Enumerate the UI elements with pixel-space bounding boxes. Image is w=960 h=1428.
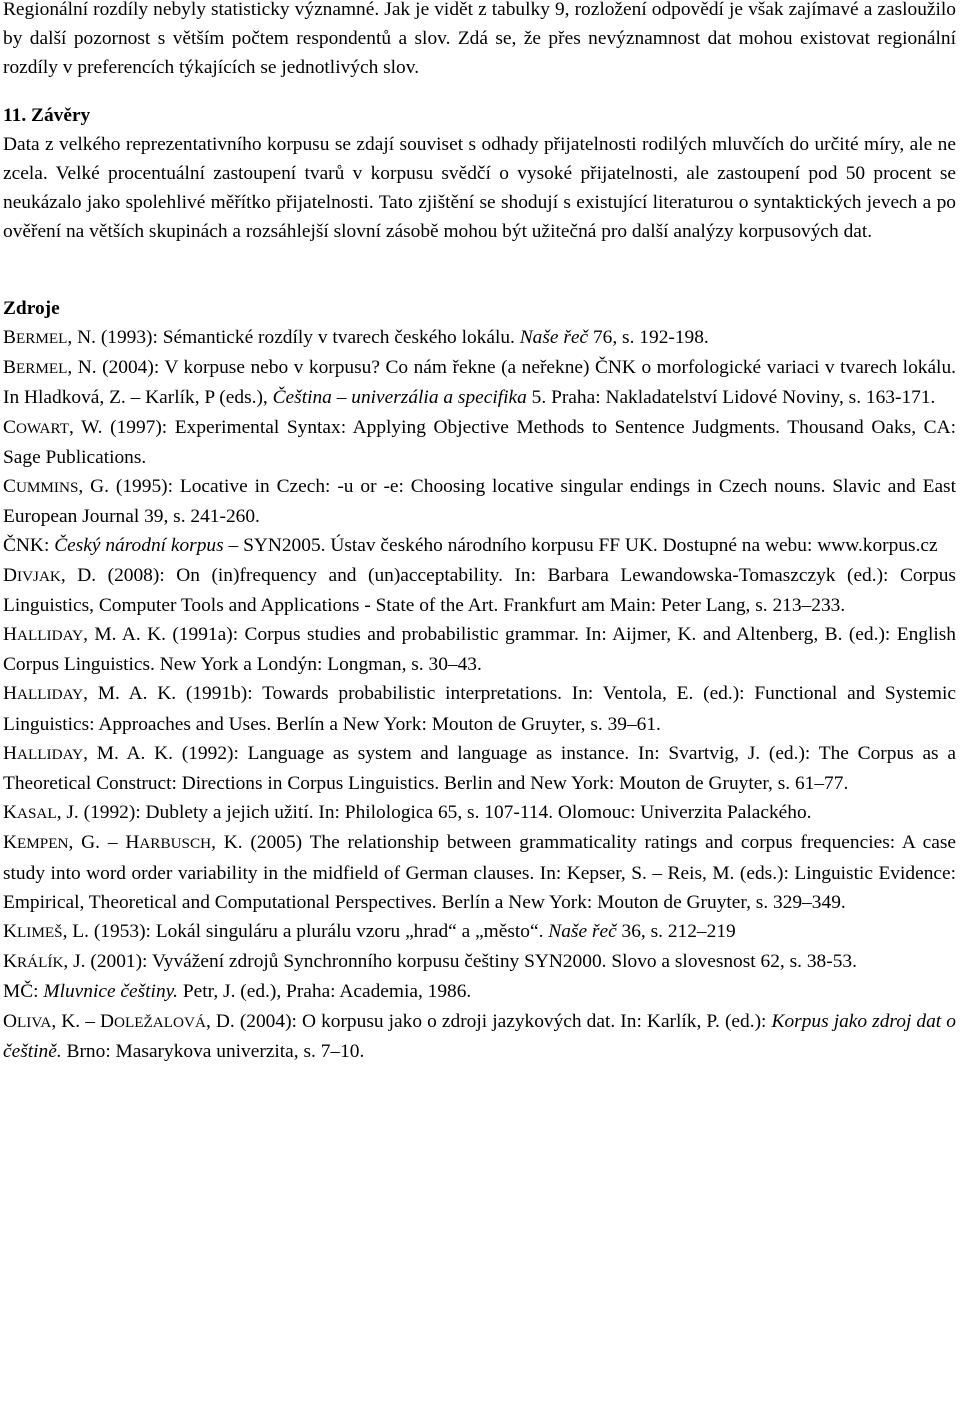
reference-text: (2004): O korpusu jako o zdroji jazykových dat. In: Karlík, P. (ed.):	[239, 1010, 772, 1032]
author-initials: , N.	[67, 357, 103, 379]
author-initials: , L.	[62, 921, 94, 943]
author-rest: ERMEL	[15, 360, 68, 378]
author-initials: , M. A. K.	[83, 683, 186, 705]
author-initials: , D.	[205, 1010, 240, 1032]
reference-item	[3, 531, 956, 560]
section-title: 11. Závěry	[3, 105, 91, 126]
author-rest: LIVA	[17, 1013, 52, 1031]
author-initial: C	[3, 416, 16, 438]
reference-author	[3, 683, 83, 704]
reference-text: (1991a): Corpus studies and probabilistic grammar. In: Aijmer, K. and Altenberg, B. (ed.): English Corpus Linguistics. New York a Londýn: Longman, s. 30–43.	[3, 624, 956, 676]
author-initials: , W.	[69, 416, 111, 438]
reference-text: – SYN2005. Ústav českého národního korpusu FF UK. Dostupné na webu: www.korpus.cz	[223, 535, 938, 557]
author-initial: K	[3, 802, 18, 824]
reference-item	[3, 472, 956, 531]
reference-author	[3, 624, 83, 645]
author-rest: ASAL	[17, 805, 57, 823]
reference-text: (1992): Language as system and language as instance. In: Svartvig, J. (ed.): The Corpus as a Theoretical Construct: Directions in Corpus Linguistics. Berlin and New York: Mouton de Gruyter, s. 61–77.	[3, 742, 956, 795]
reference-author	[3, 951, 63, 972]
reference-text: 76, s. 192-198.	[588, 327, 709, 348]
reference-title-italic: Český národní korpus	[54, 535, 224, 557]
author-rest: LIMEŠ	[17, 924, 63, 942]
author-initial: H	[3, 624, 18, 646]
reference-text: (1953): Lokál singuláru a plurálu vzoru „hrad“ a „město“.	[93, 921, 549, 943]
reference-item	[3, 947, 956, 977]
author-initial: B	[3, 357, 16, 379]
references-list	[3, 323, 956, 1066]
reference-title-italic: Naše řeč	[519, 327, 589, 348]
author-initial: O	[3, 1010, 18, 1032]
reference-lead: ČNK:	[3, 535, 55, 557]
reference-text: (2008): On (in)frequency and (un)acceptability. In: Barbara Lewandowska-Tomaszczyk (ed.): Corpus Linguistics, Computer Tools and Applications - State of the Art. Frankfurt am Main: Peter Lang, s. 213–233.	[3, 564, 956, 616]
author-rest: EMPEN	[17, 835, 69, 853]
author-rest: ALLIDAY	[17, 627, 84, 645]
author-rest: RÁLÍK	[17, 954, 64, 972]
author-rest: ERMEL	[15, 330, 68, 347]
reference-item	[3, 1007, 956, 1066]
reference-text: 5. Praha: Nakladatelství Lidové Noviny, s. 163-171.	[526, 387, 936, 409]
author-initials: , J.	[63, 951, 91, 973]
reference-title-italic: Mluvnice češtiny.	[43, 981, 179, 1003]
reference-author	[3, 1011, 51, 1032]
reference-text: (1997): Experimental Syntax: Applying Objective Methods to Sentence Judgments. Thousand Oaks, CA: Sage Publications.	[3, 416, 956, 468]
author-initial: D	[99, 1010, 114, 1032]
author-initial: D	[3, 564, 18, 586]
reference-item	[3, 828, 956, 917]
reference-item	[3, 739, 956, 798]
reference-text: (1993): Sémantické rozdíly v tvarech českého lokálu.	[100, 327, 520, 348]
author-rest: ALLIDAY	[17, 686, 84, 704]
author-rest: IVJAK	[17, 567, 61, 585]
author-initials: , M. A. K.	[83, 624, 173, 646]
reference-text: (2001): Vyvážení zdrojů Synchronního korpusu češtiny SYN2000. Slovo a slovesnost 62, s. 38-53.	[90, 951, 857, 973]
reference-author	[100, 1011, 206, 1032]
author-rest: OWART	[15, 419, 70, 437]
reference-item	[3, 917, 956, 947]
author-initial: B	[3, 327, 16, 348]
reference-author	[3, 476, 78, 497]
reference-author	[3, 327, 67, 348]
reference-author	[3, 743, 83, 764]
author-separator: , G. –	[68, 832, 126, 854]
author-separator: , K. –	[51, 1010, 100, 1032]
author-initials: , N.	[67, 327, 101, 348]
reference-item	[3, 620, 956, 679]
reference-author	[3, 565, 61, 586]
author-rest: UMMINS	[15, 479, 79, 497]
author-initial: H	[125, 832, 140, 854]
reference-lead: MČ:	[3, 981, 44, 1003]
reference-title-italic: Korpus jako zdroj dat o češtině.	[3, 1010, 956, 1062]
reference-item	[3, 413, 956, 472]
reference-item	[3, 679, 956, 738]
sources-title: Zdroje	[3, 298, 60, 319]
author-rest: ARBUSCH	[139, 835, 212, 853]
author-rest: ALLIDAY	[17, 745, 84, 763]
reference-title-italic: Naše řeč	[548, 921, 617, 943]
author-rest: OLEŽALOVÁ	[114, 1013, 206, 1031]
author-initial: H	[3, 742, 18, 764]
reference-text: (1995): Locative in Czech: -u or -e: Choosing locative singular endings in Czech nouns. Slavic and East European Journal 39, s. 241-260.	[3, 476, 956, 528]
author-initials: , D.	[60, 564, 108, 586]
conclusions-paragraph: Data z velkého reprezentativního korpusu se zdají souviset s odhady přijatelnosti rodilých mluvčích do určité míry, ale ne zcela. Velké procentuální zastoupení tvarů v korpusu svědčí o vysoké přijatelnosti, ale zastoupení pod 50 procent se neukázalo jako spolehlivé měřítko přijatelnosti. Tato zjištění se shodují s existující literaturou o syntaktických jevech a po ověření na větších skupinách a rozsáhlejší slovní zásobě mohou být užitečná pro další analýzy korpusových dat.	[3, 134, 956, 242]
author-initial: K	[3, 832, 18, 854]
intro-paragraph: Regionální rozdíly nebyly statisticky významné. Jak je vidět z tabulky 9, rozložení odpovědí je však zajímavé a zasloužilo by další pozornost s větším počtem respondentů a slov. Zdá se, že přes nevýznamnost dat mohou existovat regionální rozdíly v preferencích týkajících se jednotlivých slov.	[3, 0, 956, 78]
reference-item	[3, 323, 956, 353]
reference-author	[125, 832, 211, 853]
reference-item	[3, 798, 956, 828]
author-initial: H	[3, 683, 18, 705]
reference-author	[3, 417, 69, 438]
reference-text: Petr, J. (ed.), Praha: Academia, 1986.	[178, 981, 472, 1003]
reference-text: (2004): V korpuse nebo v korpusu? Co nám řekne (a neřekne) ČNK o morfologické variaci v tvarech lokálu. In Hladková, Z. – Karlík, P (eds.),	[3, 357, 956, 409]
author-initials: , G.	[78, 476, 116, 498]
reference-author	[3, 802, 57, 823]
reference-author	[3, 921, 63, 942]
reference-author	[3, 832, 69, 853]
author-initials: , M. A. K.	[83, 742, 182, 764]
author-initial: C	[3, 476, 16, 498]
reference-text: 36, s. 212–219	[616, 921, 736, 943]
reference-item	[3, 561, 956, 620]
author-initial: K	[3, 951, 18, 973]
reference-title-italic: Čeština – univerzália a specifika	[272, 387, 527, 409]
reference-text: (2005) The relationship between grammaticality ratings and corpus frequencies: A case study into word order variability in the midfield of German clauses. In: Kepser, S. – Reis, M. (eds.): Linguistic Evidence: Empirical, Theoretical and Computational Perspectives. Berlín a New York: Mouton de Gruyter, s. 329–349.	[3, 832, 956, 913]
author-initials: , K.	[211, 832, 251, 854]
reference-text: (1992): Dublety a jejich užití. In: Philologica 65, s. 107-114. Olomouc: Univerzita Palackého.	[83, 802, 812, 824]
reference-text: Brno: Masarykova univerzita, s. 7–10.	[61, 1040, 365, 1062]
reference-item	[3, 353, 956, 412]
reference-item	[3, 977, 956, 1006]
reference-author	[3, 357, 67, 378]
author-initial: K	[3, 921, 18, 943]
author-initials: , J.	[56, 802, 84, 824]
reference-text: (1991b): Towards probabilistic interpretations. In: Ventola, E. (ed.): Functional and Systemic Linguistics: Approaches and Uses. Berlín a New York: Mouton de Gruyter, s. 39–61.	[3, 683, 956, 735]
